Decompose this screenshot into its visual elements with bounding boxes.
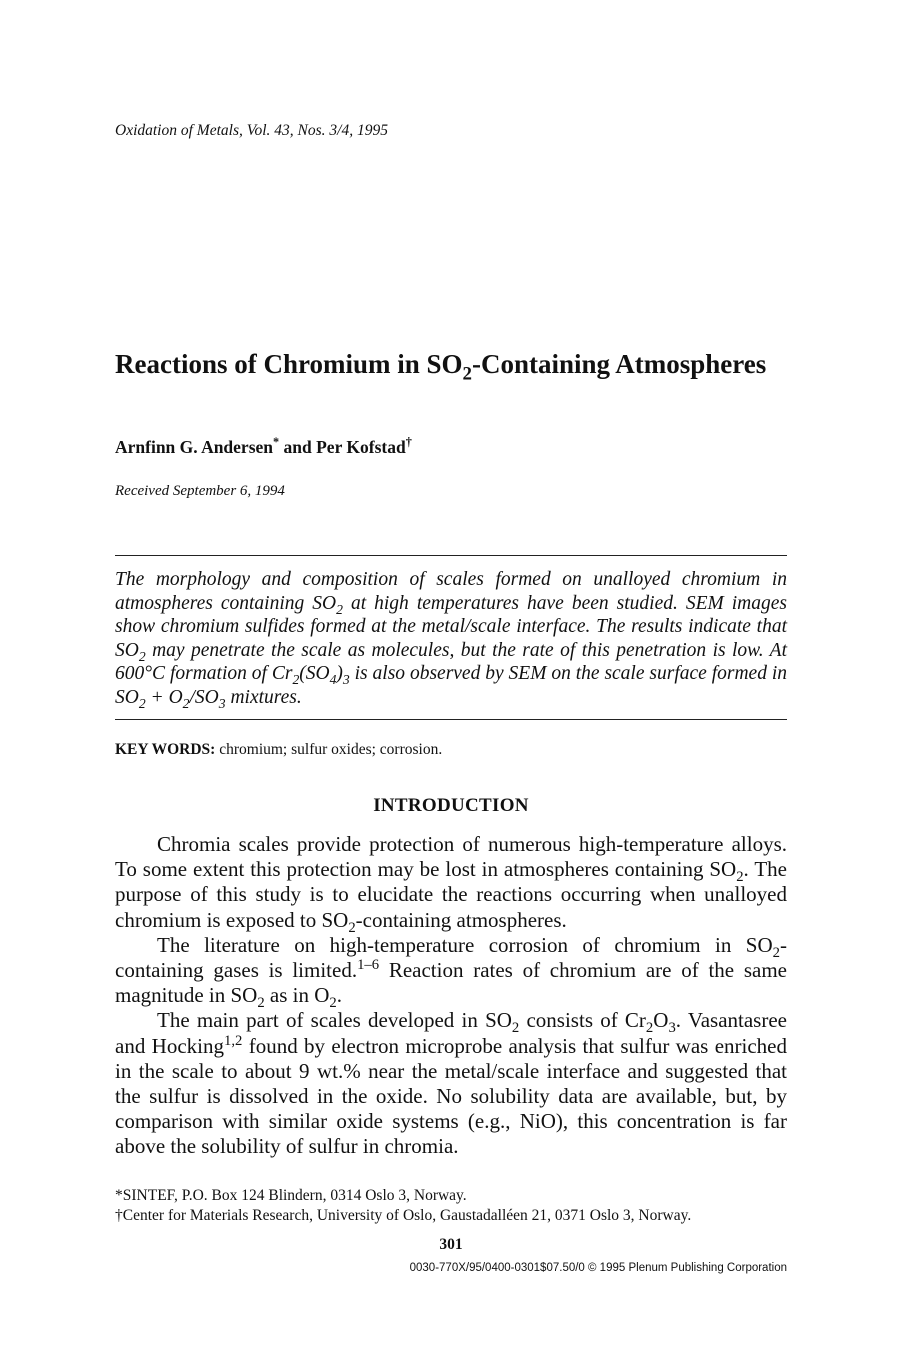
footnote-marker: † — [405, 435, 412, 450]
copyright-line: 0030-770X/95/0400-0301$07.50/0 © 1995 Plenum Publishing Corporation — [409, 1262, 787, 1274]
journal-citation: Oxidation of Metals, Vol. 43, Nos. 3/4, 1995 — [115, 122, 388, 139]
citation-ref: 1–6 — [357, 957, 380, 974]
citation-ref: 1,2 — [224, 1032, 243, 1049]
article-title: Reactions of Chromium in $SO_2$-Containing Atmospheres — [115, 349, 767, 385]
abstract: The morphology and composition of scales formed on unalloyed chromium in atmospheres containing $SO_2$ at high temperatures have been studied. SEM images show chromium sulfides formed at the metal/scale interface. The results indicate that $SO_2$ may penetrate the scale as molecules, but the rate of this penetration is low. At 600°C formation of $Cr_2(SO_4)_3$ is also observed by SEM on the scale surface formed in $SO_2 + O_2/SO_3$ mixtures. — [115, 569, 788, 711]
abstract-top-rule — [115, 555, 787, 556]
author-name: Arnfinn G. Andersen — [115, 437, 274, 457]
key-words-label: KEY WORDS: — [115, 741, 216, 758]
footnote-marker: * — [273, 435, 280, 450]
abstract-bottom-rule — [115, 719, 787, 720]
key-words-text: chromium; sulfur oxides; corrosion. — [215, 741, 443, 758]
author-name: Per Kofstad — [316, 437, 406, 457]
received-date: Received September 6, 1994 — [115, 483, 285, 499]
footnotes — [115, 1186, 815, 1226]
paragraph: The literature on high-temperature corrosion of chromium in $SO_2$-containing gases is limited.$^{1-6}$ Reaction rates of chromium are of the same magnitude in $SO_2$ as in $O_2$. — [115, 932, 787, 1012]
section-heading: INTRODUCTION — [373, 795, 529, 816]
page-number: 301 — [439, 1236, 463, 1253]
key-words — [115, 741, 442, 759]
footnote: *SINTEF, P.O. Box 124 Blindern, 0314 Oslo 3, Norway. — [115, 1187, 467, 1204]
paragraph: Chromia scales provide protection of numerous high-temperature alloys. To some extent this protection may be lost in atmospheres containing $SO_2$. The purpose of this study is to elucidate the reactions occurring when unalloyed chromium is exposed to $SO_2$-containing atmospheres. — [115, 832, 787, 936]
footnote: †Center for Materials Research, University of Oslo, Gaustadalléen 21, 0371 Oslo 3, Norway. — [115, 1207, 692, 1224]
paragraph: The main part of scales developed in $SO_2$ consists of $Cr_2O_3$. Vasantasree and Hocking$^{1,2}$ found by electron microprobe analysis that sulfur was enriched in the scale to about 9 wt.% near the metal/scale interface and suggested that the sulfur is dissolved in the oxide. No solubility data are available, but, by comparison with similar oxide systems (e.g., NiO), this concentration is far above the solubility of sulfur in chromia. — [115, 1008, 787, 1159]
author-line: Arnfinn G. Andersen* and Per Kofstad† — [115, 435, 412, 457]
body-text — [115, 832, 787, 1160]
